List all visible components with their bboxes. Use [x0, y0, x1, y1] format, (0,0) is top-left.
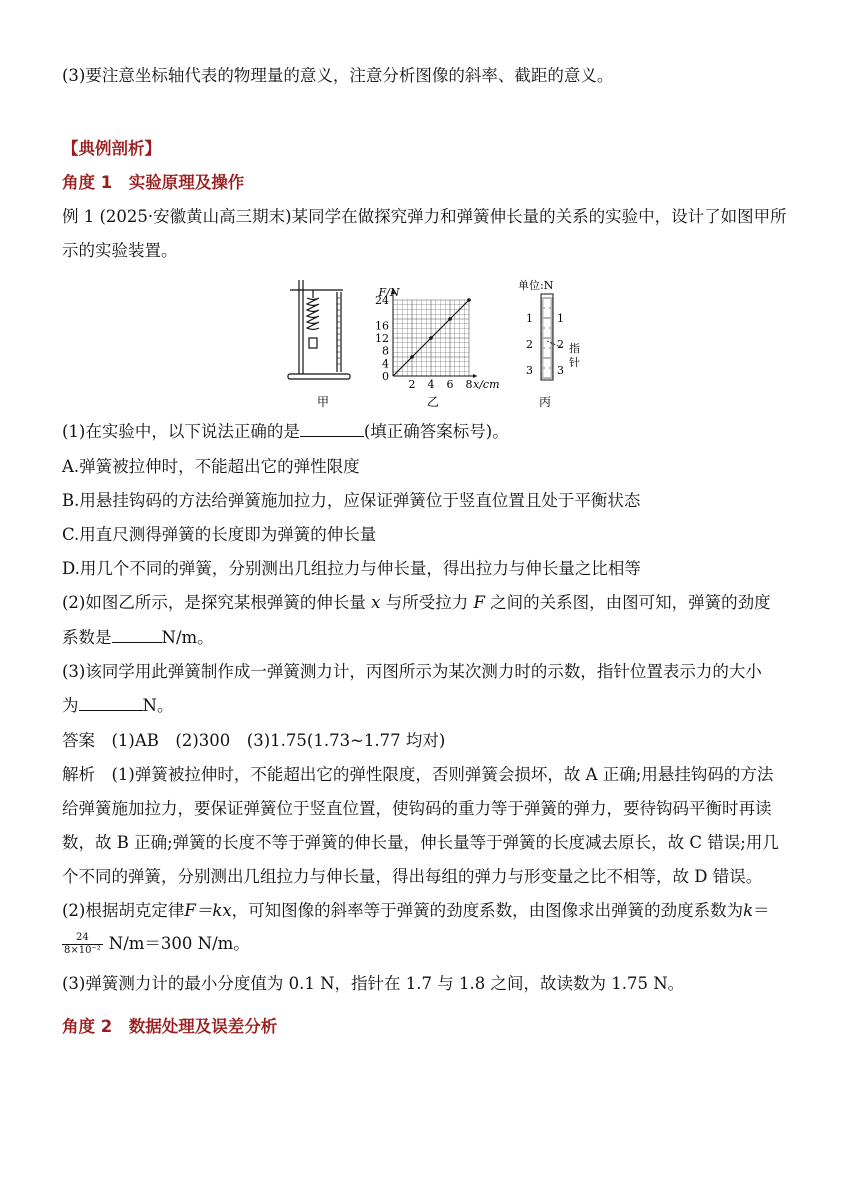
analysis-line-1: 解析 (1)弹簧被拉伸时，不能超出它的弹性限度，否则弹簧会损坏，故 A 正确;用悬挂钩码的方法	[62, 765, 774, 784]
analysis-5b: ，可知图像的斜率等于弹簧的劲度系数，由图像求出弹簧的劲度系数为	[231, 901, 744, 920]
y-tick-label: 8	[382, 344, 389, 358]
example-line-1: 例 1 (2025·安徽黄山高三期末)某同学在做探究弹力和弹簧伸长量的关系的实验中，设计了如图甲所	[62, 207, 787, 226]
pointer-label-2: 针	[569, 356, 580, 369]
scale-body	[541, 294, 553, 380]
data-point	[448, 317, 452, 321]
section-title: 【典例剖析】	[62, 139, 161, 158]
fraction-numerator: 24	[62, 932, 103, 945]
scale-right-1: 1	[557, 312, 564, 325]
scale-unit: 单位:N	[518, 279, 554, 292]
analysis-line-5	[62, 899, 770, 923]
q2-blank	[112, 626, 162, 643]
spring	[307, 298, 319, 330]
label-jia: 甲	[317, 395, 330, 409]
analysis-line-4: 个不同的弹簧，分别测出几组拉力与伸长量，得出每组的弹力与形变量之比不相等，故 D 错误。	[62, 867, 763, 886]
hook-weight	[309, 338, 317, 348]
x-tick-label: 4	[427, 378, 435, 391]
answer-line: 答案 (1)AB (2)300 (3)1.75(1.73~1.77 均对)	[62, 731, 446, 750]
data-point	[467, 298, 471, 302]
scale-right-2: 2	[557, 338, 564, 351]
q1-blank	[300, 420, 364, 437]
q2-text-c: 之间的关系图，由图可知，弹簧的劲度	[490, 593, 771, 612]
scale-left-1: 1	[526, 312, 533, 325]
analysis-6: N/m＝300 N/m。	[108, 934, 250, 953]
intro-note: (3)要注意坐标轴代表的物理量的意义，注意分析图像的斜率、截距的意义。	[62, 66, 614, 85]
force-extension-graph	[375, 286, 500, 391]
pointer-label-1: 指	[569, 342, 580, 355]
y-tick-label: 4	[382, 357, 389, 371]
figure-svg	[285, 276, 585, 416]
q2-line-2	[62, 626, 214, 650]
x-tick-label: 6	[446, 378, 454, 391]
angle1-title: 角度 1 实验原理及操作	[62, 173, 245, 192]
x-axis-label: x/cm	[473, 378, 500, 391]
y-tick-label: 12	[375, 332, 389, 345]
scale-left-3: 3	[526, 364, 533, 377]
q2-var-f: F	[473, 593, 485, 612]
fraction-denominator: 8×10⁻²	[64, 945, 101, 956]
example-line-2: 示的实验装置。	[62, 241, 178, 260]
q1-option-b: B.用悬挂钩码的方法给弹簧施加拉力，应保证弹簧位于竖直位置且处于平衡状态	[62, 491, 641, 510]
q2-text-d: 系数是	[62, 628, 112, 647]
y-tick-label: 16	[375, 319, 389, 333]
fraction	[62, 932, 103, 957]
hooke-formula: F＝kx	[184, 901, 232, 920]
q3-line-1: (3)该同学用此弹簧制作成一弹簧测力计，丙图所示为某次测力时的示数，指针位置表示力的大小	[62, 662, 762, 681]
y-tick-label: 24	[375, 294, 389, 307]
q1-stem	[62, 420, 509, 444]
angle2-title: 角度 2 数据处理及误差分析	[62, 1017, 278, 1036]
y-tick-label: 0	[382, 370, 389, 383]
q2-text-e: N/m。	[161, 628, 214, 647]
var-k: k	[743, 901, 754, 920]
analysis-line-7: (3)弹簧测力计的最小分度值为 0.1 N，指针在 1.7 与 1.8 之间，故读数为 1.75 N。	[62, 974, 685, 993]
analysis-line-3: 数，故 B 正确;弹簧的长度不等于弹簧的伸长量，伸长量等于弹簧的长度减去原长，故 C 错误;用几	[62, 833, 779, 852]
spring-stand-apparatus	[288, 280, 350, 379]
q1-option-d: D.用几个不同的弹簧，分别测出几组拉力与伸长量，得出拉力与伸长量之比相等	[62, 559, 641, 578]
q1-stem-a: (1)在实验中，以下说法正确的是	[62, 422, 300, 441]
q3-line-2	[62, 694, 173, 718]
scale-left-2: 2	[526, 338, 533, 351]
q2-text-a: (2)如图乙所示，是探究某根弹簧的伸长量	[62, 593, 366, 612]
analysis-line-6	[62, 929, 250, 959]
q2-text-b: 与所受拉力	[385, 593, 469, 612]
y-axis-label: F/N	[378, 286, 400, 299]
q3-text-a: 为	[62, 696, 79, 715]
experiment-figure	[285, 276, 585, 416]
q1-option-c: C.用直尺测得弹簧的长度即为弹簧的伸长量	[62, 525, 377, 544]
q3-blank	[79, 694, 143, 711]
equals-sign: ＝	[753, 901, 770, 920]
spring-scale	[518, 279, 580, 380]
label-bing: 丙	[539, 395, 552, 409]
label-yi: 乙	[427, 395, 440, 409]
data-point	[429, 336, 433, 340]
scale-right-3: 3	[557, 364, 564, 377]
x-tick-label: 2	[408, 378, 416, 391]
analysis-5a: (2)根据胡克定律	[62, 901, 185, 920]
q1-stem-b: (填正确答案标号)。	[363, 422, 509, 441]
q3-text-b: N。	[142, 696, 174, 715]
q2-line-1	[62, 591, 771, 615]
q2-var-x: x	[371, 593, 381, 612]
stand-base	[288, 374, 350, 379]
data-point	[410, 355, 414, 359]
q1-option-a: A.弹簧被拉伸时，不能超出它的弹性限度	[62, 457, 360, 476]
x-tick-label: 8	[465, 378, 473, 391]
analysis-line-2: 给弹簧施加拉力，要保证弹簧位于竖直位置，使钩码的重力等于弹簧的弹力，要待钩码平衡时再读	[62, 799, 772, 818]
